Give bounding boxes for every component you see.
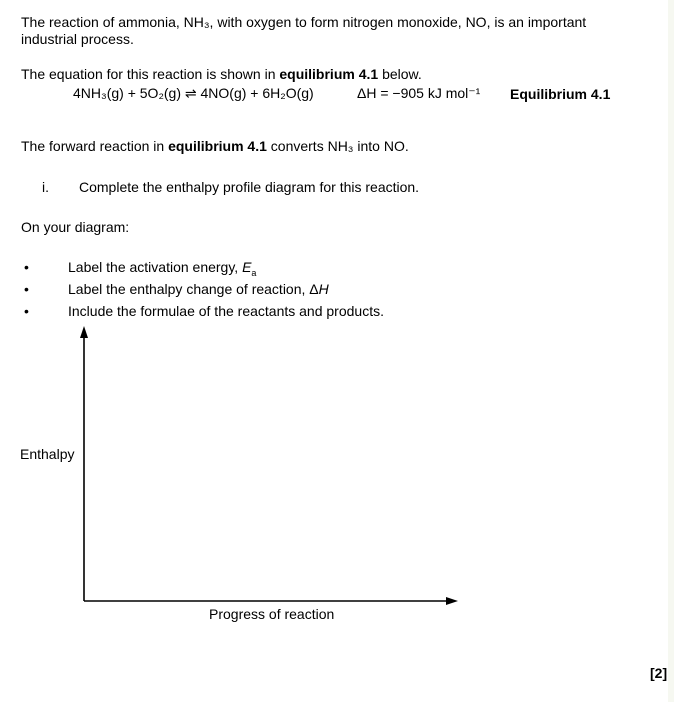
equation-intro-bold: equilibrium 4.1 <box>279 66 379 82</box>
forward-pre: The forward reaction in <box>21 138 169 154</box>
equilibrium-arrow: ⇌ <box>184 85 197 101</box>
diagram-intro: On your diagram: <box>21 219 130 235</box>
bullet-text: Label the activation energy, <box>68 259 243 275</box>
bullet-italic: H <box>318 281 329 297</box>
equation-products: 4NO(g) + 6H₂O(g) <box>200 85 314 101</box>
bullet-dot: • <box>24 281 29 297</box>
bullet-text: Label the enthalpy change of reaction, Δ <box>68 281 319 297</box>
forward-post: converts NH₃ into NO. <box>266 138 409 154</box>
y-axis-arrowhead <box>80 326 88 338</box>
equation-intro-post: below. <box>378 66 422 82</box>
intro-line-2: industrial process. <box>21 31 134 47</box>
x-axis-label: Progress of reaction <box>209 606 335 622</box>
bullet-dot: • <box>24 259 29 275</box>
enthalpy-change: ΔH = −905 kJ mol⁻¹ <box>357 85 481 101</box>
intro-line-1: The reaction of ammonia, NH₃, with oxygen to form nitrogen monoxide, NO, is an important <box>21 14 587 30</box>
question-text: Complete the enthalpy profile diagram for this reaction. <box>79 179 420 195</box>
equation-intro-pre: The equation for this reaction is shown in <box>21 66 280 82</box>
marks-label: [2] <box>650 665 668 681</box>
x-axis-arrowhead <box>446 597 458 605</box>
equation-reactants: 4NH₃(g) + 5O₂(g) <box>73 85 181 101</box>
y-axis-label: Enthalpy <box>20 446 75 462</box>
bullet-italic: E <box>242 259 252 275</box>
equilibrium-label: Equilibrium 4.1 <box>510 86 611 102</box>
question-number: i. <box>42 179 49 195</box>
bullet-subscript: a <box>251 267 257 278</box>
bullet-text: Include the formulae of the reactants and products. <box>68 303 384 319</box>
bullet-dot: • <box>24 303 29 319</box>
forward-bold: equilibrium 4.1 <box>168 138 267 154</box>
